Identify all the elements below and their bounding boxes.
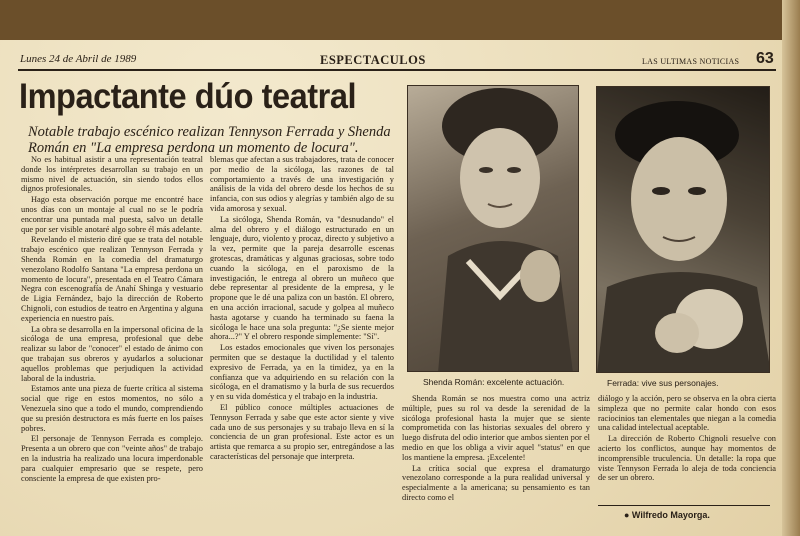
paragraph: La crítica social que expresa el dramaturgo venezolano corresponde a la pura realidad universal y especialmente a la americana; su pensamiento es tan directo como el [402, 463, 590, 502]
header-rule [18, 69, 776, 71]
paragraph: La sicóloga, Shenda Román, va "desnudando" el alma del obrero y el diálogo estructurado en un lenguaje, duro, violento y procaz, directo y subjetivo a la vez, permite que la pareja desarrolle escenas grotescas, dramáticas y algunas graciosas, sobre todo cuando la sicóloga, en el paroxismo de la investigación, le entrega al obrero un muñeco que debe representar al presidente de la empresa, y le propone que le dé una paliza con un bastón. El obrero, en una acción irracional, sacude y golpea al muñeco hasta agotarse y cuando ha terminado su faena la sicóloga le hace una sola pregunta: "¿Se siente mejor ahora...?" Y el obrero responde simplemente: "Sí". [210, 214, 394, 342]
issue-date: Lunes 24 de Abril de 1989 [20, 53, 137, 65]
paragraph: Estamos ante una pieza de fuerte crítica al sistema social que rige en estos momentos, no sólo a Venezuela sino que a todo el mundo, comprendiendo que su presión destructora es más fuerte en los países pobres. [21, 384, 203, 433]
paragraph: Los estados emocionales que viven los personajes permiten que se destaque la ductilidad y el talento expresivo de Ferrada, ya en la timidez, ya en la confianza que va adquiriendo en su relación con la sicóloga, en el dramatismo y la burla de sus recuerdos y en su vida doméstica y el trabajo en la industria. [210, 343, 394, 402]
photo-caption-1: Shenda Román: excelente actuación. [423, 377, 565, 387]
paragraph: blemas que afectan a sus trabajadores, trata de conocer por medio de la sicóloga, las razones de tal comportamiento a través de una investigación y análisis de la vida del obrero desde los hechos de su infancia, con sus odios y alegrías y también algo de su vida amorosa y sexual. [210, 155, 394, 213]
paragraph: La dirección de Roberto Chignoli resuelve con acierto los conflictos, aunque hay momentos de incomprensible truculencia. Un detalle: la ropa que viste Tennyson Ferrada lo aleja de toda conciencia de ser un obrero. [598, 434, 776, 483]
article-column-1 [21, 155, 203, 533]
page-number: 63 [756, 50, 774, 67]
byline-divider [598, 505, 770, 506]
paragraph: Hago esta observación porque me encontré hace unos días con un montaje al cual no se le podría encontrar una puntada mal puesta, salvo un detalle que por ser visible anotaré algo sobre él más adelante. [21, 195, 203, 234]
scan-border-top [0, 0, 800, 40]
paragraph: Shenda Román se nos muestra como una actriz múltiple, pues su rol va desde la serenidad de la sicóloga profesional hasta la mujer que se siente comprometida con las historias sexuales del obrero y luego disfruta del odio interior que ambos sienten por el medio en que los obliga a vivir aquel "status" en que los mantiene la empresa. ¡Excelente! [402, 394, 590, 462]
paragraph: No es habitual asistir a una representación teatral donde los intérpretes desarrollan su trabajo en un mismo nivel de actuación, sin siendo todos ellos dignos profesionales. [21, 155, 203, 194]
section-title: ESPECTACULOS [320, 53, 426, 67]
paragraph: El personaje de Tennyson Ferrada es complejo. Presenta a un obrero que con "veinte años" de trabajo en la industria ha realizado una locura imperdonable para cualquier empresario que se respete, pero consciente la empresa de que existen pro- [21, 434, 203, 483]
paragraph: Revelando el misterio diré que se trata del notable trabajo escénico que realizan Tennyson Ferrada y Shenda Román en la comedia del dramaturgo venezolano Rodolfo Santana "La empresa perdona un momento de locura", presentada en el Teatro Cámara Negra con escenografía de Anahí Shinga y vestuario de Ligia Fernández, bajo la dirección de Roberto Chignoli, con estudios de teatro en Argentina y alguna experiencia en nuestro país. [21, 235, 203, 323]
photo-tennyson-ferrada [596, 86, 770, 373]
newspaper-name: LAS ULTIMAS NOTICIAS [642, 57, 740, 66]
portrait-woman-image [408, 86, 579, 372]
portrait-man-image [597, 87, 770, 373]
photo-shenda-roman [407, 85, 579, 372]
paragraph: La obra se desarrolla en la impersonal oficina de la sicóloga de una empresa, profesional que debe realizar su labor de "conocer" el estado de ánimo con que trabajan sus obreros y ayudarlos a solucionar aquellos problemas que perjudiquen la actividad laboral de la industria. [21, 324, 203, 383]
paragraph: El público conoce múltiples actuaciones de Tennyson Ferrada y sabe que este actor siente y vive cada uno de sus personajes y su trabajo lleva en sí la conciencia de un gran profesional. Este actor es un artista que remarca a su propio ser, entregándose a las características del personaje que interpreta. [210, 402, 394, 461]
scan-border-right [782, 0, 800, 536]
article-column-4 [598, 394, 776, 494]
author-byline: ● Wilfredo Mayorga. [624, 510, 710, 520]
subheadline: Notable trabajo escénico realizan Tennyson Ferrada y Shenda Román en "La empresa perdona un momento de locura". [28, 124, 391, 156]
headline: Impactante dúo teatral [19, 77, 357, 116]
photo-caption-2: Ferrada: vive sus personajes. [607, 378, 719, 388]
article-column-2 [210, 155, 394, 533]
paragraph: diálogo y la acción, pero se observa en la obra cierta simpleza que no permite calar hondo con esos raciocinios tan elementales que niegan a la comedia una calidad intelectual aceptable. [598, 394, 776, 433]
article-column-3 [402, 394, 590, 534]
